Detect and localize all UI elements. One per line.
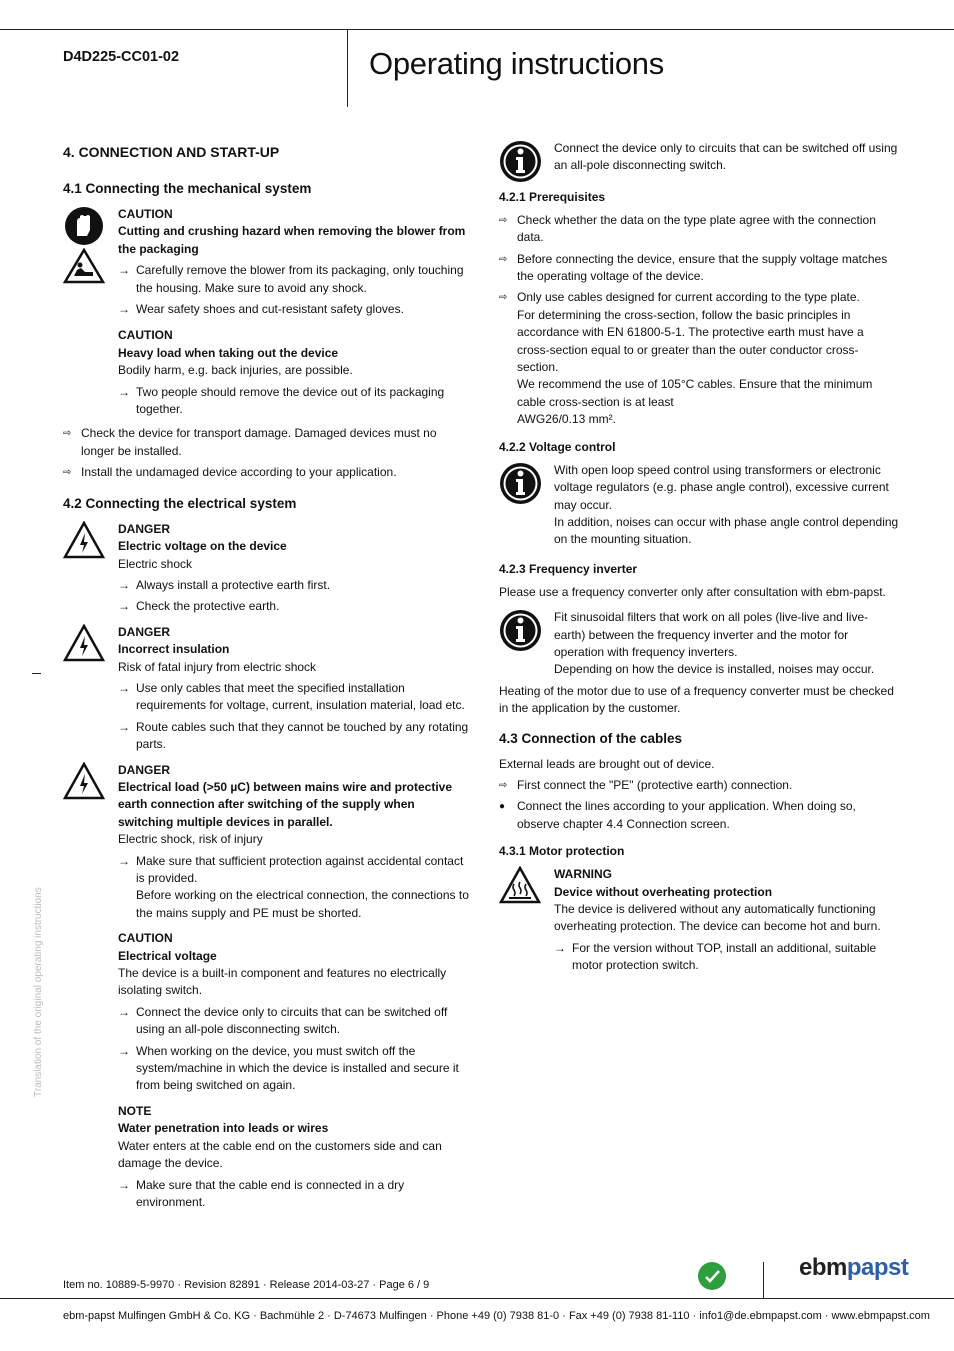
left-column bbox=[63, 141, 473, 1218]
warning-label: WARNING bbox=[554, 867, 612, 882]
high-voltage-icon bbox=[63, 521, 105, 564]
instruction: → Route cables such that they cannot be touched by any rotating parts. bbox=[118, 719, 473, 754]
danger-text: Risk of fatal injury from electric shock bbox=[118, 659, 317, 674]
caution-subtitle: Cutting and crushing hazard when removing the blower from the packaging bbox=[118, 224, 466, 256]
danger-text: Electric shock bbox=[118, 556, 193, 571]
danger-label: DANGER bbox=[118, 521, 171, 536]
danger-subtitle: Electric voltage on the device bbox=[118, 539, 287, 554]
info-text: Connect the device only to circuits that can be switched off using an all-pole disconnecting switch. bbox=[554, 141, 898, 173]
note-text: Water enters at the cable end on the customers side and can damage the device. bbox=[118, 1138, 442, 1171]
arrow-bullet-icon: ⇨ bbox=[499, 292, 508, 304]
crush-hazard-icon bbox=[63, 248, 105, 289]
elec-title: 4.2 Connecting the electrical system bbox=[63, 495, 297, 511]
high-voltage-icon bbox=[63, 624, 105, 667]
fold-mark bbox=[32, 673, 41, 674]
side-note: Translation of the original operating instructions bbox=[33, 887, 44, 1097]
instruction: → When working on the device, you must switch off the system/machine in which the device is installed and secure it from being switched on again. bbox=[118, 1043, 473, 1095]
danger-block-1 bbox=[63, 521, 473, 616]
warning-subtitle: Device without overheating protection bbox=[554, 884, 773, 899]
instruction: → Wear safety shoes and cut-resistant safety gloves. bbox=[118, 301, 473, 318]
note-label: NOTE bbox=[118, 1103, 152, 1118]
danger-label: DANGER bbox=[118, 762, 171, 777]
cables-title: 4.3 Connection of the cables bbox=[499, 730, 683, 746]
freq-title: 4.2.3 Frequency inverter bbox=[499, 561, 638, 576]
list-item: ● Connect the lines according to your application. When doing so, observe chapter 4.4 Connection screen. bbox=[499, 799, 856, 831]
arrow-bullet-icon: ⇨ bbox=[499, 253, 508, 265]
caution-block-3 bbox=[63, 930, 473, 1095]
caution-block-2 bbox=[63, 327, 473, 418]
note-subtitle: Water penetration into leads or wires bbox=[118, 1121, 329, 1136]
list-item: ⇨ Check the device for transport damage. Damaged devices must no longer be installed. bbox=[63, 426, 437, 458]
danger-block-2 bbox=[63, 624, 473, 754]
instruction: → Use only cables that meet the specified installation requirements for voltage, current, insulation material, load etc. bbox=[118, 680, 473, 715]
hot-surface-icon bbox=[499, 866, 541, 909]
info-icon bbox=[499, 462, 542, 510]
footer-divider bbox=[763, 1262, 764, 1298]
danger-label: DANGER bbox=[118, 624, 171, 639]
list-item: ⇨ Check whether the data on the type plate agree with the connection data. bbox=[499, 212, 876, 245]
page-title: Operating instructions bbox=[369, 46, 664, 81]
list-item: ⇨ First connect the "PE" (protective earth) connection. bbox=[499, 777, 899, 794]
heat-text: Heating of the motor due to use of a frequency converter must be checked in the application by the customer. bbox=[499, 683, 894, 716]
danger-subtitle: Incorrect insulation bbox=[118, 642, 230, 657]
right-column bbox=[499, 140, 899, 982]
danger-text: Electric shock, risk of injury bbox=[118, 832, 263, 847]
caution-block-1 bbox=[63, 206, 473, 318]
header-top-rule bbox=[0, 29, 954, 30]
ebmpapst-logo: ebmpapst bbox=[799, 1254, 909, 1281]
caution-label: CAUTION bbox=[118, 207, 173, 221]
caution-subtitle: Electrical voltage bbox=[118, 948, 217, 963]
instruction: → For the version without TOP, install an additional, suitable motor protection switch. bbox=[554, 940, 899, 975]
instruction: → Make sure that the cable end is connected in a dry environment. bbox=[118, 1177, 473, 1212]
caution-label: CAUTION bbox=[118, 328, 173, 343]
info-text: Fit sinusoidal filters that work on all poles (live-live and live-earth) between the frequency inverter and the motor for operation with frequency inverters. bbox=[554, 610, 869, 659]
arrow-bullet-icon: ⇨ bbox=[499, 779, 508, 791]
instruction: → Check the protective earth. bbox=[118, 598, 473, 615]
danger-subtitle: Electrical load (>50 µC) between mains wire and protective earth connection after switching of the supply when switching multiple devices in parallel. bbox=[118, 779, 453, 829]
info-icon bbox=[499, 609, 542, 657]
note-block bbox=[63, 1103, 473, 1211]
info-block-3 bbox=[499, 609, 899, 679]
info-block-1 bbox=[499, 140, 899, 175]
warning-text: The device is delivered without any automatically functioning overheating protection. The device can become hot and burn. bbox=[554, 902, 881, 934]
high-voltage-icon bbox=[63, 762, 105, 805]
arrow-bullet-icon: ⇨ bbox=[63, 467, 72, 479]
caution-text: The device is a built-in component and features no electrically isolating switch. bbox=[118, 966, 447, 998]
footer-rule bbox=[0, 1298, 954, 1299]
list-item: ⇨ Only use cables designed for current according to the type plate. For determining the cross-section, follow the basic principles in accordance with EN 61800-5-1. The protective earth must have a cross-section equal to or greater than the outer conductor cross-section. We recommend the use of 105°C cables. Ensure that the minimum cable cross-section is at least AWG26/0.13 mm². bbox=[499, 290, 873, 427]
mech-title: 4.1 Connecting the mechanical system bbox=[63, 181, 312, 196]
footer-item-info: Item no. 10889-5-9970 · Revision 82891 · Release 2014-03-27 · Page 6 / 9 bbox=[63, 1279, 430, 1291]
info-icon bbox=[499, 140, 542, 188]
voltage-title: 4.2.2 Voltage control bbox=[499, 439, 616, 454]
cables-text: External leads are brought out of device. bbox=[499, 756, 715, 771]
info-text: With open loop speed control using transformers or electronic voltage regulators (e.g. phase angle control), excessive current may occur. bbox=[554, 462, 889, 512]
instruction: → Make sure that sufficient protection against accidental contact is provided. Before working on the electrical connection, the connections to the mains supply and PE must be shorted. bbox=[118, 853, 473, 923]
instruction: → Two people should remove the device out of its packaging together. bbox=[118, 384, 473, 419]
info-text: In addition, noises can occur with phase angle control depending on the mounting situation. bbox=[554, 514, 899, 547]
footer-company: ebm-papst Mulfingen GmbH & Co. KG · Bachmühle 2 · D-74673 Mulfingen · Phone +49 (0) 7938 81-0 · Fax +49 (0) 7938 81-110 · info1@de.ebmpapst.com · www.ebmpapst.com bbox=[63, 1310, 930, 1322]
header-divider bbox=[347, 29, 348, 107]
info-text: Depending on how the device is installed, noises may occur. bbox=[554, 662, 875, 677]
instruction: → Connect the device only to circuits that can be switched off using an all-pole disconnecting switch. bbox=[118, 1004, 473, 1039]
caution-text: Bodily harm, e.g. back injuries, are possible. bbox=[118, 363, 353, 378]
list-item: ⇨ Before connecting the device, ensure that the supply voltage matches the operating voltage of the device. bbox=[499, 251, 888, 284]
model-number: D4D225-CC01-02 bbox=[63, 49, 180, 65]
dot-bullet-icon: ● bbox=[499, 801, 506, 813]
section-title: 4. CONNECTION AND START-UP bbox=[63, 144, 280, 160]
instruction: → Always install a protective earth first. bbox=[118, 577, 473, 594]
caution-label: CAUTION bbox=[118, 931, 173, 946]
arrow-bullet-icon: ⇨ bbox=[63, 428, 72, 440]
danger-block-3 bbox=[63, 762, 473, 923]
green-tech-icon bbox=[698, 1262, 726, 1290]
gloves-icon bbox=[63, 206, 105, 251]
prereq-title: 4.2.1 Prerequisites bbox=[499, 189, 606, 204]
instruction: → Carefully remove the blower from its packaging, only touching the housing. Make sure to avoid any shock. bbox=[118, 262, 473, 297]
arrow-bullet-icon: ⇨ bbox=[499, 214, 508, 226]
warning-block bbox=[499, 866, 899, 974]
freq-text: Please use a frequency converter only after consultation with ebm-papst. bbox=[499, 584, 886, 599]
motor-title: 4.3.1 Motor protection bbox=[499, 844, 625, 859]
list-item: ⇨ Install the undamaged device according to your application. bbox=[63, 464, 473, 481]
caution-subtitle: Heavy load when taking out the device bbox=[118, 345, 339, 360]
info-block-2 bbox=[499, 462, 899, 549]
